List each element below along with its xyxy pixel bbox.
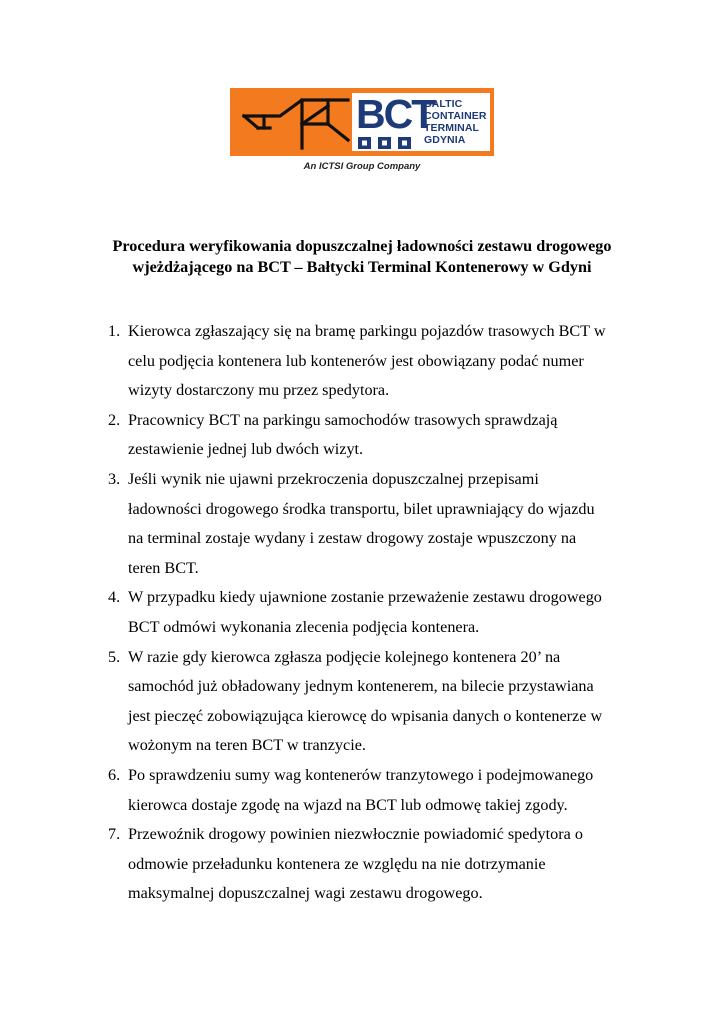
title-line: wjeżdżającego na BCT – Bałtycki Terminal Kontenerowy w Gdyni bbox=[132, 258, 592, 276]
item-line: odmowie przeładunku kontenera ze względu na nie dotrzymanie bbox=[128, 854, 546, 873]
item-number: 5. bbox=[108, 647, 121, 666]
item-line: Jeśli wynik nie ujawni przekroczenia dopuszczalnej przepisami bbox=[128, 469, 539, 488]
item-line: zestawienie jednej lub dwóch wizyt. bbox=[128, 440, 364, 459]
item-number: 4. bbox=[108, 588, 121, 607]
logo-tagline: An ICTSI Group Company bbox=[303, 161, 421, 172]
container-squares-icon bbox=[358, 137, 414, 149]
item-line: ładowności drogowego środka transportu, bilet uprawniający do wjazdu bbox=[128, 499, 595, 518]
item-line: W razie gdy kierowca zgłasza podjęcie kolejnego kontenera 20’ na bbox=[128, 647, 561, 666]
title-line: Procedura weryfikowania dopuszczalnej ładowności zestawu drogowego bbox=[112, 237, 612, 255]
item-line: Po sprawdzeniu sumy wag kontenerów tranzytowego i podejmowanego bbox=[128, 765, 594, 784]
procedure-list bbox=[98, 317, 668, 909]
item-line: maksymalnej dopuszczalnej wagi zestawu drogowego. bbox=[128, 884, 483, 903]
item-line: Przewoźnik drogowy powinien niezwłocznie powiadomić spedytora o bbox=[128, 825, 583, 844]
list-item bbox=[98, 317, 668, 406]
item-line: Pracownicy BCT na parkingu samochodów trasowych sprawdzają bbox=[128, 410, 558, 429]
item-line: W przypadku kiedy ujawnione zostanie przeważenie zestawu drogowego bbox=[128, 588, 602, 607]
logo-orange-banner bbox=[230, 88, 494, 156]
item-number: 1. bbox=[108, 322, 121, 340]
item-number: 7. bbox=[108, 825, 121, 844]
item-line: BCT odmówi wykonania zlecenia podjęcia kontenera. bbox=[128, 617, 480, 636]
list-item bbox=[98, 583, 668, 642]
logo-name-line: TERMINAL bbox=[424, 122, 480, 134]
list-item bbox=[98, 643, 668, 761]
logo-name-line: BALTIC bbox=[424, 98, 463, 110]
document-title bbox=[60, 236, 664, 278]
logo-name-lines bbox=[424, 98, 487, 146]
logo-brand-text: BCT bbox=[356, 91, 435, 137]
item-line: na terminal zostaje wydany i zestaw drogowy zostaje wpuszczony na bbox=[128, 529, 577, 548]
item-line: samochód już obładowany jednym kontenerem, na bilecie przystawiana bbox=[128, 677, 594, 696]
item-number: 6. bbox=[108, 765, 121, 784]
list-item bbox=[98, 820, 668, 909]
item-line: wożonym na teren BCT w tranzycie. bbox=[128, 736, 366, 755]
item-line: wizyty dostarczony mu przez spedytora. bbox=[128, 381, 390, 400]
item-number: 3. bbox=[108, 469, 121, 488]
logo-name-line: CONTAINER bbox=[424, 110, 487, 122]
crane-icon bbox=[240, 94, 352, 150]
logo-name-line: GDYNIA bbox=[424, 134, 466, 146]
item-line: Kierowca zgłaszający się na bramę parkingu pojazdów trasowych BCT w bbox=[128, 322, 606, 340]
company-logo bbox=[230, 88, 494, 178]
list-item bbox=[98, 761, 668, 820]
item-line: kierowca dostaje zgodę na wjazd na BCT lub odmowę takiej zgody. bbox=[128, 795, 568, 814]
item-line: celu podjęcia kontenera lub kontenerów jest obowiązany podać numer bbox=[128, 351, 584, 370]
item-number: 2. bbox=[108, 410, 121, 429]
list-item bbox=[98, 406, 668, 465]
item-line: teren BCT. bbox=[128, 558, 199, 577]
logo-white-panel bbox=[352, 93, 490, 151]
list-item bbox=[98, 465, 668, 583]
item-line: jest pieczęć zobowiązująca kierowcę do wpisania danych o kontenerze w bbox=[128, 706, 603, 725]
